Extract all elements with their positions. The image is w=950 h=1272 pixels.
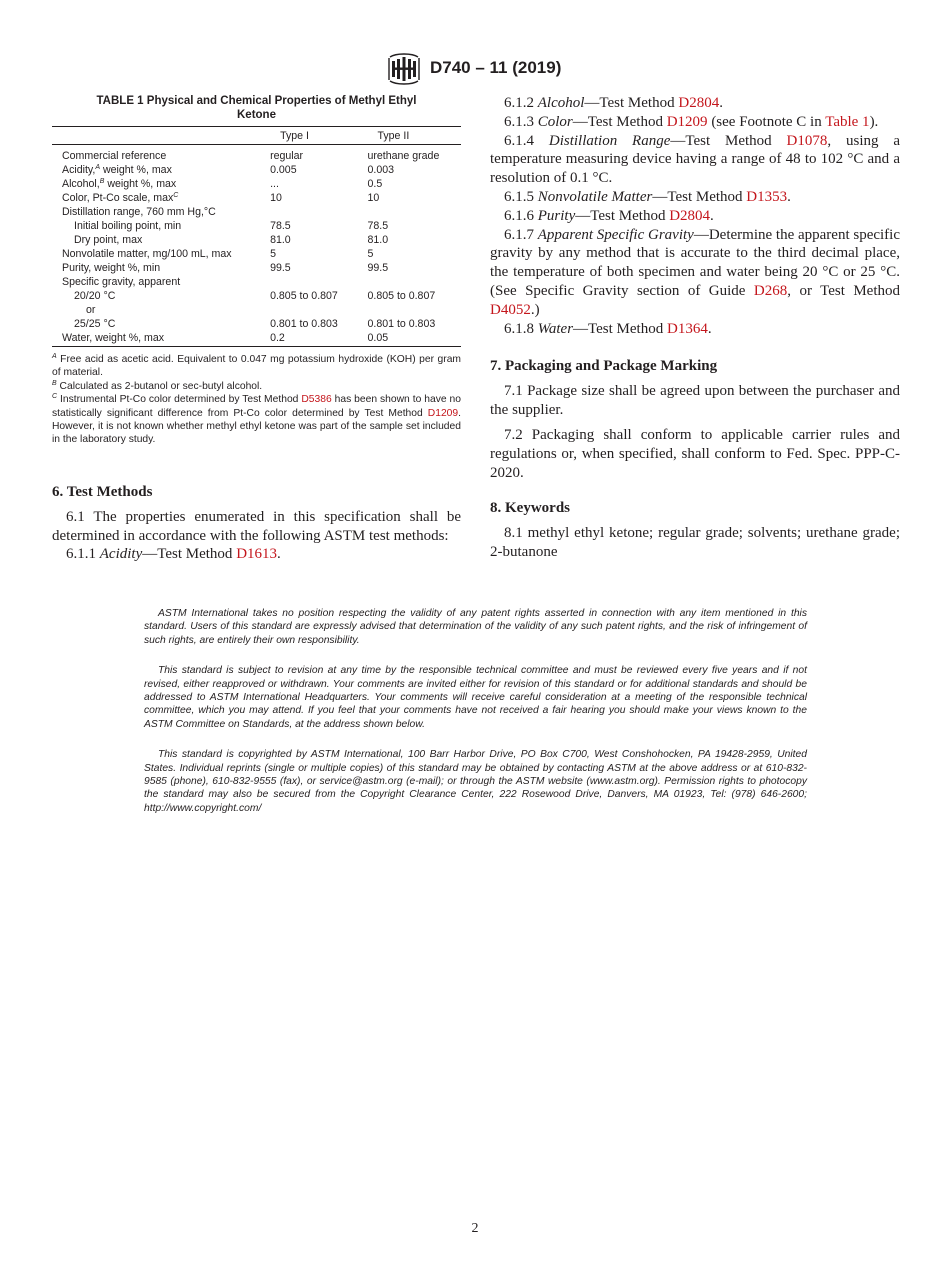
property-label: Distillation range, 760 mm Hg,°C: [62, 206, 216, 218]
para-text: —Test Method: [573, 320, 667, 337]
property-label: Purity, weight %, min: [62, 262, 161, 274]
property-label: 20/20 °C: [74, 290, 116, 302]
para-title: Purity: [537, 207, 576, 224]
para-number: 6.1.5: [504, 188, 538, 205]
type1-cell: [270, 205, 367, 219]
patent-notice: ASTM International takes no position respecting the validity of any patent rights asserted in connection with any item mentioned in this standard. Users of this standard are expressly advised that determination of the validity of any such patent rights, and the risk of infringement of such rights, are entirely their own responsibility.: [144, 608, 807, 646]
property-cell: [52, 233, 270, 247]
paragraph-6-1-3: [490, 113, 900, 132]
type1-cell: 99.5: [270, 262, 291, 274]
type1-cell: ...: [270, 178, 279, 190]
section-heading: 6. Test Methods: [52, 483, 153, 500]
type2-cell: [367, 275, 461, 289]
table-row: [52, 177, 461, 191]
para-text: —Test Method: [142, 546, 237, 563]
property-label: 25/25 °C: [74, 318, 116, 330]
table-row: [52, 331, 461, 347]
table-row: [52, 205, 461, 219]
column-header-property: [52, 127, 270, 145]
paragraph-6-1-1: 6.1.1 Acidity—Test Method D1613.: [66, 546, 281, 563]
type1-cell: 0.2: [270, 331, 367, 347]
para-title: Apparent Specific Gravity: [537, 226, 694, 243]
revision-notice: This standard is subject to revision at any time by the responsible technical committee and must be reviewed every five years and if not revised, either reapproved or withdrawn. Your comments are invited either for revision of this standard or for additional standards and should be addressed to ASTM International Headquarters. Your comments will receive careful consideration at a meeting of the responsible technical committee, which you may attend. If you feel that your comments have not received a fair hearing you should make your views known to the ASTM Committee on Standards, at the address shown below.: [144, 665, 807, 730]
table-row: [52, 289, 461, 303]
table-row: [52, 233, 461, 247]
type2-cell: 0.003: [367, 164, 394, 176]
link-d1078[interactable]: D1078: [786, 132, 828, 149]
property-cell: [52, 275, 270, 289]
type1-cell: 0.005: [270, 164, 297, 176]
table-title: [64, 94, 449, 122]
para-text: (see Footnote C in: [707, 113, 826, 130]
document-id: D740 – 11 (2019): [430, 58, 562, 77]
para-text: ).: [869, 113, 879, 130]
link-d1353[interactable]: D1353: [746, 188, 788, 205]
link-d1613[interactable]: D1613: [236, 546, 278, 563]
property-cell: [52, 261, 270, 275]
right-column: [490, 94, 900, 562]
table-row: [52, 247, 461, 261]
table-row: [52, 275, 461, 289]
link-d268[interactable]: D268: [753, 282, 788, 299]
type2-cell: 99.5: [367, 262, 389, 274]
left-column: [52, 94, 461, 564]
para-title: Nonvolatile Matter: [537, 188, 653, 205]
para-title: Acidity: [99, 546, 143, 563]
link-table-1[interactable]: Table 1: [825, 113, 870, 130]
section-heading: 7. Packaging and Package Marking: [490, 358, 718, 375]
para-text: —Determine the apparent specific gravity by any method that is accurate to the third decimal place, the temperature of both specimen and water being 20 °C or 25 °C. (See Specific Gravity section of Guide: [490, 226, 901, 299]
property-label-suffix: weight %, max: [104, 178, 177, 190]
page-number: 2: [471, 1221, 479, 1236]
section-heading: 8. Keywords: [490, 500, 570, 517]
property-label: Specific gravity, apparent: [62, 276, 181, 288]
property-label: Dry point, max: [74, 234, 143, 246]
table-row: [52, 191, 461, 205]
para-number: 6.1.8: [504, 320, 538, 337]
para-text: —Test Method: [575, 207, 670, 224]
property-cell: [52, 177, 270, 191]
paragraph-7-2: 7.2 Packaging shall conform to applicable carrier rules and regulations or, when specified, shall conform to Fed. Spec. PPP-C-2020.: [490, 426, 900, 481]
type1-cell: [270, 303, 367, 317]
paragraph-6-1-2: 6.1.2 Alcohol—Test Method D2804.: [504, 95, 723, 111]
table-row: [52, 317, 461, 331]
section-6: [52, 483, 461, 564]
type1-cell: regular: [270, 150, 304, 162]
type2-cell: 78.5: [367, 220, 389, 232]
type1-cell: 0.801 to 0.803: [270, 318, 338, 330]
table-row: [52, 145, 461, 164]
type1-cell: [270, 275, 367, 289]
paragraph-6-1-4: [490, 132, 900, 188]
section-8: [490, 499, 900, 562]
footnote-text: Calculated as 2-butanol or sec-butyl alcohol.: [59, 380, 263, 392]
property-label: Nonvolatile matter, mg/100 mL, max: [62, 248, 232, 260]
table-row: [52, 219, 461, 233]
type1-cell: 0.805 to 0.807: [270, 290, 338, 302]
table-row: [52, 261, 461, 275]
para-text: —Test Method: [670, 132, 787, 149]
table-footnotes: [52, 353, 461, 447]
para-text: —Test Method: [652, 188, 747, 205]
page-header: [0, 52, 950, 88]
property-cell: [52, 205, 270, 219]
para-title: Alcohol: [537, 95, 585, 111]
property-label: or: [86, 304, 96, 316]
link-d2804[interactable]: D2804: [669, 207, 711, 224]
footnote-text: Instrumental Pt-Co color determined by Test Method: [60, 394, 302, 406]
property-cell: [52, 247, 270, 261]
property-label: Alcohol,: [62, 178, 100, 190]
property-label: Color, Pt-Co scale, max: [62, 192, 174, 204]
link-d5386[interactable]: D5386: [301, 394, 332, 406]
table-row: [52, 163, 461, 177]
table-title-line: Ketone: [237, 109, 276, 121]
paragraph-6-1-6: 6.1.6 Purity—Test Method D2804.: [504, 207, 714, 224]
para-number: 6.1.1: [66, 546, 100, 563]
type1-cell: 81.0: [270, 234, 291, 246]
legal-notes: [144, 607, 807, 832]
para-number: 6.1.7: [504, 226, 538, 243]
link-d1209[interactable]: D1209: [427, 407, 459, 419]
footnote-c: [52, 393, 461, 447]
type2-cell: [367, 303, 461, 317]
type2-cell: 0.801 to 0.803: [367, 318, 436, 330]
property-label: Initial boiling point, min: [74, 220, 182, 232]
footnote-marker: B: [99, 178, 105, 185]
footnote-text: Free acid as acetic acid. Equivalent to 0.047 mg potassium hydroxide (KOH) per gram of material.: [52, 354, 461, 379]
property-label: Acidity,: [62, 164, 96, 176]
table-header-row: [52, 127, 461, 145]
type2-cell: [367, 205, 461, 219]
type2-cell: 10: [367, 192, 380, 204]
property-cell: [52, 317, 270, 331]
footnote-marker: A: [95, 164, 101, 171]
type1-cell: 78.5: [270, 220, 291, 232]
column-header-type2: Type II: [367, 127, 461, 145]
table-title-line: TABLE 1 Physical and Chemical Properties of Methyl Ethyl: [96, 95, 417, 107]
property-cell: [52, 289, 270, 303]
type2-cell: 81.0: [367, 234, 389, 246]
footnote-text: has been shown to have no statistically significant difference from Pt-Co color determined by Test Method: [52, 394, 461, 419]
para-number: 6.1.3: [504, 113, 538, 130]
type2-cell: 5: [367, 248, 374, 260]
property-cell: [52, 163, 270, 177]
link-d1364[interactable]: D1364: [666, 320, 708, 337]
section-7: [490, 357, 900, 482]
property-cell: [52, 331, 270, 347]
type2-cell: 0.805 to 0.807: [367, 290, 436, 302]
para-text: , or Test Method: [787, 282, 900, 299]
property-label: Commercial reference: [62, 150, 167, 162]
para-text: .): [530, 301, 540, 318]
para-title: Water: [537, 320, 574, 337]
type1-cell: 10: [270, 192, 282, 204]
paragraph-6-1-7: [490, 226, 900, 320]
para-text: —Test Method: [584, 95, 679, 111]
paragraph-6-1: 6.1 The properties enumerated in this specification shall be determined in accordance with the following ASTM test methods:: [52, 508, 461, 544]
property-cell: [52, 303, 270, 317]
link-d2804[interactable]: D2804: [678, 95, 720, 111]
para-number: 6.1.4: [504, 132, 549, 149]
link-d1209[interactable]: D1209: [666, 113, 708, 130]
copyright-notice: This standard is copyrighted by ASTM International, 100 Barr Harbor Drive, PO Box C700, West Conshohocken, PA 19428-2959, United States. Individual reprints (single or multiple copies) of this standard may be obtained by contacting ASTM at the above address or at 610-832-9585 (phone), 610-832-9555 (fax), or service@astm.org (e-mail); or through the ASTM website (www.astm.org). Permission rights to photocopy the standard may also be secured from the Copyright Clearance Center, 222 Rosewood Drive, Danvers, MA 01923, Tel: (978) 646-2600; http://www.copyright.com/: [144, 749, 807, 814]
property-cell: [52, 191, 270, 205]
paragraph-7-1: 7.1 Package size shall be agreed upon between the purchaser and the supplier.: [490, 383, 900, 419]
property-label: Water, weight %, max: [62, 332, 165, 344]
properties-table: [52, 126, 461, 347]
type2-cell: 0.5: [367, 178, 383, 190]
paragraph-6-1-8: 6.1.8 Water—Test Method D1364.: [504, 320, 712, 337]
column-header-type1: Type I: [270, 127, 367, 145]
para-number: 6.1.6: [504, 207, 538, 224]
astm-logo-icon: [386, 52, 422, 86]
footnote-a: [52, 353, 461, 380]
para-text: , using a temperature measuring device having a range of 48 to 102 °C and a resolution of 0.1 °C.: [490, 132, 900, 187]
footnote-marker: B: [52, 379, 57, 387]
para-text: —Test Method: [572, 113, 667, 130]
para-number: 6.1.2: [504, 95, 538, 111]
type2-cell: urethane grade: [367, 150, 440, 162]
link-d4052[interactable]: D4052: [490, 301, 531, 318]
footnote-marker: C: [52, 393, 58, 401]
paragraph-8-1: 8.1 methyl ethyl ketone; regular grade; solvents; urethane grade; 2-butanone: [490, 525, 900, 561]
footnote-marker: C: [173, 192, 179, 199]
paragraph-6-1-5: 6.1.5 Nonvolatile Matter—Test Method D1353.: [504, 188, 791, 205]
para-title: Color: [537, 113, 573, 130]
type2-cell: 0.05: [367, 331, 461, 347]
footnote-b: [52, 380, 461, 393]
property-cell: [52, 145, 270, 164]
type1-cell: 5: [270, 248, 276, 260]
property-cell: [52, 219, 270, 233]
para-title: Distillation Range: [548, 132, 671, 149]
property-label-suffix: weight %, max: [100, 164, 172, 176]
footnote-marker: A: [52, 353, 57, 360]
table-row: [52, 303, 461, 317]
footnote-text: . However, it is not known whether methyl ethyl ketone was part of the sample set included in the laboratory study.: [52, 407, 461, 446]
